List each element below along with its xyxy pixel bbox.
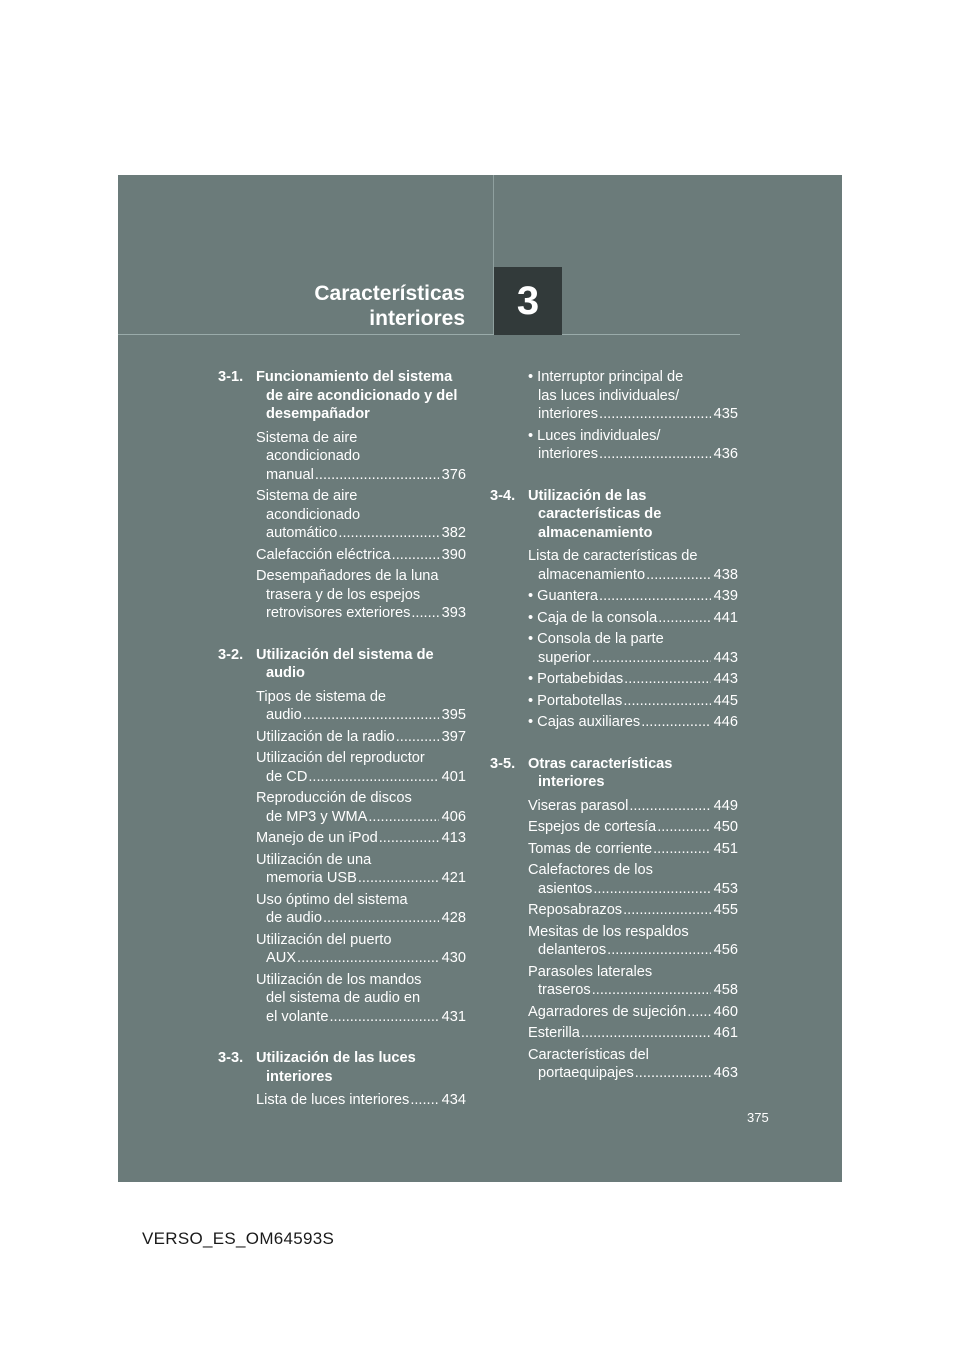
entry-final-line [256,829,466,848]
entry-label: • Caja de la consola [528,609,658,626]
entry-page: 434 [441,1092,466,1108]
entry-label: retrovisores exteriores [266,605,411,621]
dot-leader [623,901,711,920]
chapter-title-line2: interiores [369,307,465,330]
toc-entry[interactable] [528,818,738,837]
dot-leader [599,405,711,424]
dot-leader [624,670,710,689]
document-code: VERSO_ES_OM64593S [142,1229,335,1248]
entry-page: 406 [441,808,466,825]
toc-entry[interactable] [528,1003,738,1022]
entry-label: Agarradores de sujeción [528,1003,687,1020]
section-title: Utilización de las luces interiores [256,1050,416,1085]
entry-text: trasera y de los espejos [266,586,421,603]
toc-entry[interactable] [528,901,738,920]
toc-entry[interactable] [256,891,466,928]
toc-entry[interactable] [528,713,738,732]
toc-entry[interactable] [528,861,738,898]
entry-page: 441 [713,609,738,626]
entry-final-line [256,1008,466,1027]
dot-leader [592,981,711,1000]
entry-final-line [528,1024,738,1043]
entry-text: Tipos de sistema de [256,688,387,705]
entry-final-line [528,941,738,960]
entry-page: 449 [713,797,738,814]
entry-final-line [528,445,738,464]
entry-final-line [528,1003,738,1022]
dot-leader [623,692,710,711]
entry-label: de MP3 y WMA [266,808,368,825]
section-heading [490,755,738,792]
entry-text: del sistema de audio en [266,990,421,1006]
entry-label: interiores [538,406,599,422]
toc-entry[interactable] [256,487,466,543]
dot-leader [658,609,710,628]
entry-text: Sistema de aire [256,488,358,504]
dot-leader [323,909,439,928]
entry-final-line [528,797,738,816]
section-title: Funcionamiento del sistema de aire acondicionado y del desempañador [256,369,458,422]
entry-page: 435 [713,406,738,422]
toc-entry[interactable] [528,427,738,464]
entry-text: Utilización de los mandos [256,971,422,988]
chapter-title [314,281,465,331]
entry-text: las luces individuales/ [538,387,680,404]
entry-final-line [256,869,466,888]
toc-section-continued [490,368,738,464]
entry-label: Esterilla [528,1025,580,1041]
entry-text: Mesitas de los respaldos [528,923,689,940]
entry-page: 382 [441,525,466,541]
toc-column-right [490,368,738,1106]
dot-leader [646,566,711,585]
toc-entry[interactable] [528,840,738,859]
entry-page: 431 [441,1008,466,1025]
entry-final-line [256,524,466,543]
entry-final-line [528,713,738,732]
toc-entry[interactable] [256,567,466,623]
entry-final-line [256,604,466,623]
entry-final-line [256,546,466,565]
dot-leader [599,587,711,606]
chapter-number-badge: 3 [494,267,562,335]
entry-label: AUX [266,950,297,966]
toc-entry[interactable] [256,931,466,968]
entry-page: 393 [441,605,466,621]
toc-entry[interactable] [256,829,466,848]
toc-entry[interactable] [256,546,466,565]
entry-final-line [528,901,738,920]
toc-entry[interactable] [256,789,466,826]
dot-leader [592,649,711,668]
dot-leader [303,706,439,725]
entry-label: Lista de luces interiores [256,1092,410,1108]
section-heading [218,1049,466,1086]
dot-leader [629,797,710,816]
entry-label: • Portabotellas [528,692,623,709]
dot-leader [641,713,710,732]
dot-leader [687,1003,710,1022]
entry-final-line [528,670,738,689]
entry-text: acondicionado [266,506,361,523]
entry-text: Características del [528,1046,649,1063]
toc-entry[interactable] [256,851,466,888]
toc-entry[interactable] [528,963,738,1000]
entry-final-line [528,587,738,606]
toc-entry[interactable] [528,609,738,628]
entry-text: • Interruptor principal de [528,369,684,385]
entry-page: 395 [441,707,466,723]
entry-label: de audio [266,910,322,926]
entry-page: 458 [713,982,738,998]
toc-entry[interactable] [528,547,738,584]
entry-label: • Guantera [528,588,599,604]
dot-leader [593,880,710,899]
entry-page: 436 [713,446,738,462]
entry-text: Utilización del reproductor [256,750,425,766]
section-number: 3-2. [218,646,244,663]
entry-final-line [528,1064,738,1083]
entry-text: Desempañadores de la luna [256,568,439,584]
toc-entry[interactable] [528,630,738,667]
entry-page: 376 [441,466,466,483]
toc-section [218,1049,466,1110]
entry-label: almacenamiento [538,566,646,583]
toc-entry[interactable] [528,797,738,816]
entry-text: Utilización de una [256,851,372,868]
entry-page: 456 [713,942,738,958]
entry-label: audio [266,707,302,723]
entry-text: • Consola de la parte [528,631,664,647]
toc-entry[interactable] [528,670,738,689]
entry-page: 455 [713,902,738,918]
entry-final-line [256,466,466,485]
toc-entry[interactable] [528,1046,738,1083]
toc-entry[interactable] [528,1024,738,1043]
entry-page: 390 [441,546,466,563]
entry-label: • Portabebidas [528,671,624,687]
dot-leader [607,941,710,960]
entry-page: 460 [713,1003,738,1020]
dot-leader [297,949,439,968]
entry-final-line [256,706,466,725]
entry-final-line [528,649,738,668]
entry-label: Manejo de un iPod [256,830,378,846]
entry-page: 446 [713,714,738,730]
entry-text: Parasoles laterales [528,963,653,980]
entry-page: 445 [713,692,738,709]
toc-section [218,646,466,1027]
entry-page: 450 [713,819,738,835]
entry-label: Utilización de la radio [256,728,395,745]
toc-entry[interactable] [528,587,738,606]
header-divider-horizontal [118,334,740,335]
dot-leader [329,1008,438,1027]
entry-page: 453 [713,880,738,897]
toc-entry[interactable] [528,368,738,424]
entry-page: 438 [713,566,738,583]
toc-entry[interactable] [256,971,466,1027]
toc-entry[interactable] [528,692,738,711]
dot-leader [635,1064,711,1083]
section-title: Utilización del sistema de audio [256,646,434,681]
entry-page: 443 [713,671,738,687]
entry-page: 397 [441,728,466,745]
dot-leader [338,524,438,543]
dot-leader [379,829,439,848]
entry-label: automático [266,525,338,541]
dot-leader [392,546,439,565]
entry-label: Viseras parasol [528,797,629,814]
dot-leader [581,1024,711,1043]
entry-final-line [256,728,466,747]
entry-page: 463 [713,1065,738,1081]
dot-leader [410,1091,438,1110]
chapter-title-line1: Características [314,282,465,305]
entry-final-line [528,566,738,585]
section-heading [490,487,738,543]
entry-final-line [528,818,738,837]
entry-final-line [528,405,738,424]
entry-final-line [528,692,738,711]
entry-label: interiores [538,446,599,462]
dot-leader [308,768,438,787]
entry-label: memoria USB [266,870,357,886]
dot-leader [315,466,439,485]
toc-section [218,368,466,623]
dot-leader [657,818,710,837]
entry-final-line [528,840,738,859]
entry-final-line [256,808,466,827]
entry-label: Reposabrazos [528,902,623,918]
toc-section [490,755,738,1083]
toc-entry[interactable] [256,429,466,485]
entry-page: 451 [713,840,738,857]
entry-page: 401 [441,768,466,785]
dot-leader [653,840,711,859]
entry-label: delanteros [538,942,607,958]
entry-final-line [256,1091,466,1110]
entry-label: traseros [538,982,591,998]
entry-label: • Cajas auxiliares [528,714,641,730]
entry-text: Sistema de aire [256,429,358,446]
dot-leader [411,604,438,623]
section-number: 3-5. [490,755,516,772]
entry-page: 461 [713,1025,738,1041]
entry-final-line [528,880,738,899]
entry-final-line [528,609,738,628]
entry-label: Tomas de corriente [528,840,653,857]
entry-text: Calefactores de los [528,862,653,878]
entry-label: el volante [266,1008,329,1025]
entry-page: 428 [441,910,466,926]
entry-final-line [256,909,466,928]
section-title: Otras características interiores [528,755,673,790]
entry-text: Utilización del puerto [256,931,392,948]
entry-final-line [256,768,466,787]
section-heading [218,646,466,683]
entry-label: portaequipajes [538,1065,634,1081]
entry-text: acondicionado [266,448,361,464]
entry-final-line [528,981,738,1000]
section-title: Utilización de las características de almacenamiento [528,487,662,541]
dot-leader [358,869,439,888]
toc-entry[interactable] [256,749,466,786]
section-number: 3-3. [218,1050,244,1066]
dot-leader [368,808,438,827]
entry-page: 443 [713,649,738,666]
entry-page: 430 [441,950,466,966]
toc-entry[interactable] [256,688,466,725]
entry-label: Espejos de cortesía [528,819,657,835]
dot-leader [396,728,439,747]
entry-page: 421 [441,870,466,886]
toc-column-left [218,368,466,1113]
entry-label: manual [266,466,314,483]
section-number: 3-1. [218,369,244,385]
entry-text: • Luces individuales/ [528,427,661,444]
entry-text: Reproducción de discos [256,790,412,806]
dot-leader [599,445,711,464]
entry-text: Lista de características de [528,548,698,564]
page-number: 375 [747,1110,769,1125]
entry-label: asientos [538,880,593,897]
entry-label: superior [538,649,591,666]
section-heading [218,368,466,424]
entry-final-line [256,949,466,968]
entry-page: 439 [713,588,738,604]
section-number: 3-4. [490,487,516,504]
entry-label: Calefacción eléctrica [256,546,391,563]
entry-page: 413 [441,830,466,846]
toc-entry[interactable] [256,1091,466,1110]
entry-text: Uso óptimo del sistema [256,891,408,908]
entry-label: de CD [266,768,308,785]
toc-entry[interactable] [528,923,738,960]
toc-section [490,487,738,732]
toc-entry[interactable] [256,728,466,747]
